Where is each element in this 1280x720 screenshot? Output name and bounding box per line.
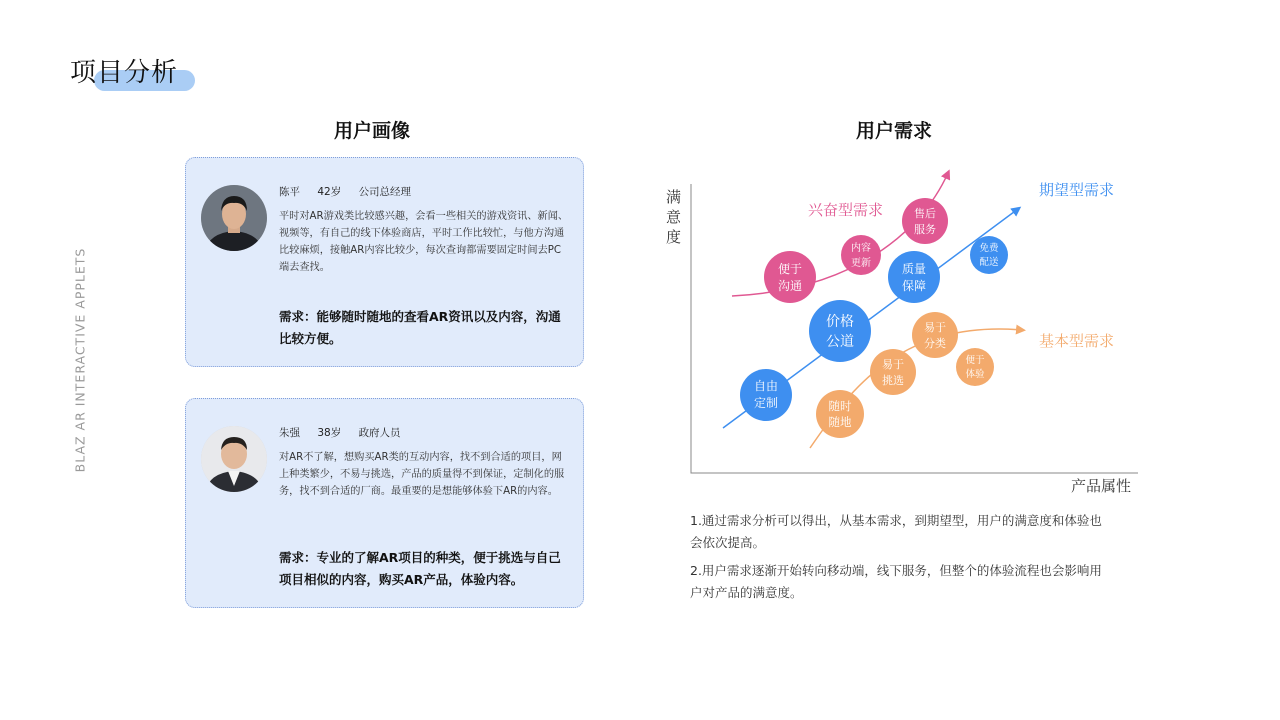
bubble-price xyxy=(809,300,871,362)
persona-role: 公司总经理 xyxy=(358,186,412,198)
y-axis-label: 度 xyxy=(666,228,682,246)
svg-text:便于: 便于 xyxy=(777,262,803,276)
y-axis-label: 满 xyxy=(666,188,682,206)
svg-text:质量: 质量 xyxy=(901,262,927,276)
svg-text:更新: 更新 xyxy=(851,258,871,269)
svg-text:服务: 服务 xyxy=(914,223,936,236)
persona-description: 对AR不了解，想购买AR类的互动内容，找不到合适的项目，网上种类繁少，不易与挑选，产品的质量得不到保证，定制化的服务，找不到合适的厂商。最重要的是想能够体验下AR的内容。 xyxy=(279,452,565,497)
man-portrait-icon xyxy=(201,426,267,492)
svg-text:保障: 保障 xyxy=(901,279,927,293)
bubble-content-update xyxy=(841,235,881,275)
svg-text:沟通: 沟通 xyxy=(777,279,803,293)
persona-name: 陈平 xyxy=(279,186,300,198)
page-title-group xyxy=(70,52,178,89)
svg-text:易于: 易于 xyxy=(882,358,904,371)
svg-text:配送: 配送 xyxy=(979,257,999,268)
bubble-easy-experience xyxy=(956,348,994,386)
svg-text:公道: 公道 xyxy=(826,334,854,350)
bubble-easy-category xyxy=(912,312,958,358)
persona-role: 政府人员 xyxy=(358,427,401,439)
bubble-quality xyxy=(888,251,940,303)
persona-age: 42岁 xyxy=(317,186,342,198)
page-title: 项目分析 xyxy=(70,58,179,88)
svg-text:定制: 定制 xyxy=(753,396,779,410)
svg-text:免费: 免费 xyxy=(979,243,999,254)
needs-diagram xyxy=(650,150,1150,500)
bubble-communicate xyxy=(764,251,816,303)
bubble-free-delivery xyxy=(970,236,1008,274)
persona-need: 需求：能够随时随地的查看AR资讯以及内容，沟通比较方便。 xyxy=(279,309,561,346)
analysis-notes xyxy=(690,510,1110,610)
svg-text:便于: 便于 xyxy=(965,355,985,366)
persona-age: 38岁 xyxy=(317,427,342,439)
svg-text:挑选: 挑选 xyxy=(882,374,904,387)
svg-text:自由: 自由 xyxy=(753,379,779,393)
persona-section-title: 用户画像 xyxy=(334,120,411,142)
svg-text:随地: 随地 xyxy=(828,415,852,429)
svg-text:随时: 随时 xyxy=(828,399,852,413)
man-portrait-icon xyxy=(201,185,267,251)
svg-text:体验: 体验 xyxy=(965,369,985,380)
bubble-anytime xyxy=(816,390,864,438)
needs-section-title: 用户需求 xyxy=(856,120,933,142)
persona-header xyxy=(279,184,425,199)
svg-text:价格: 价格 xyxy=(826,314,854,330)
svg-text:易于: 易于 xyxy=(924,321,946,334)
analysis-note: 1.通过需求分析可以得出，从基本需求，到期望型，用户的满意度和体验也会依次提高。 xyxy=(690,513,1102,550)
excitement-need-label: 兴奋型需求 xyxy=(808,201,884,219)
analysis-note: 2.用户需求逐渐开始转向移动端，线下服务，但整个的体验流程也会影响用户对产品的满意度。 xyxy=(690,563,1102,600)
y-axis-label: 意 xyxy=(666,208,682,226)
bubble-after-sales xyxy=(902,198,948,244)
persona-need: 需求：专业的了解AR项目的种类，便于挑选与自己项目相似的内容，购买AR产品，体验内容。 xyxy=(279,550,561,587)
expected-need-label: 期望型需求 xyxy=(1039,181,1115,199)
svg-text:内容: 内容 xyxy=(851,243,871,254)
persona-card xyxy=(185,398,584,608)
persona-description: 平时对AR游戏类比较感兴趣，会看一些相关的游戏资讯、新闻、视频等，有自己的线下体验商店，平时工作比较忙，与他方沟通比较麻烦，接触AR内容比较少，每次查询都需要固定时间去PC端去查找。 xyxy=(279,211,569,273)
svg-text:分类: 分类 xyxy=(924,337,946,350)
x-axis-label: 产品属性 xyxy=(1071,477,1132,495)
basic-need-label: 基本型需求 xyxy=(1039,332,1115,350)
bubble-easy-pick xyxy=(870,349,916,395)
persona-card xyxy=(185,157,584,367)
vertical-side-caption: BLAZ AR INTERACTIVE APPLETS xyxy=(72,247,88,473)
svg-text:售后: 售后 xyxy=(914,207,936,220)
persona-name: 朱强 xyxy=(279,427,300,439)
persona-header xyxy=(279,425,415,440)
bubble-custom xyxy=(740,369,792,421)
